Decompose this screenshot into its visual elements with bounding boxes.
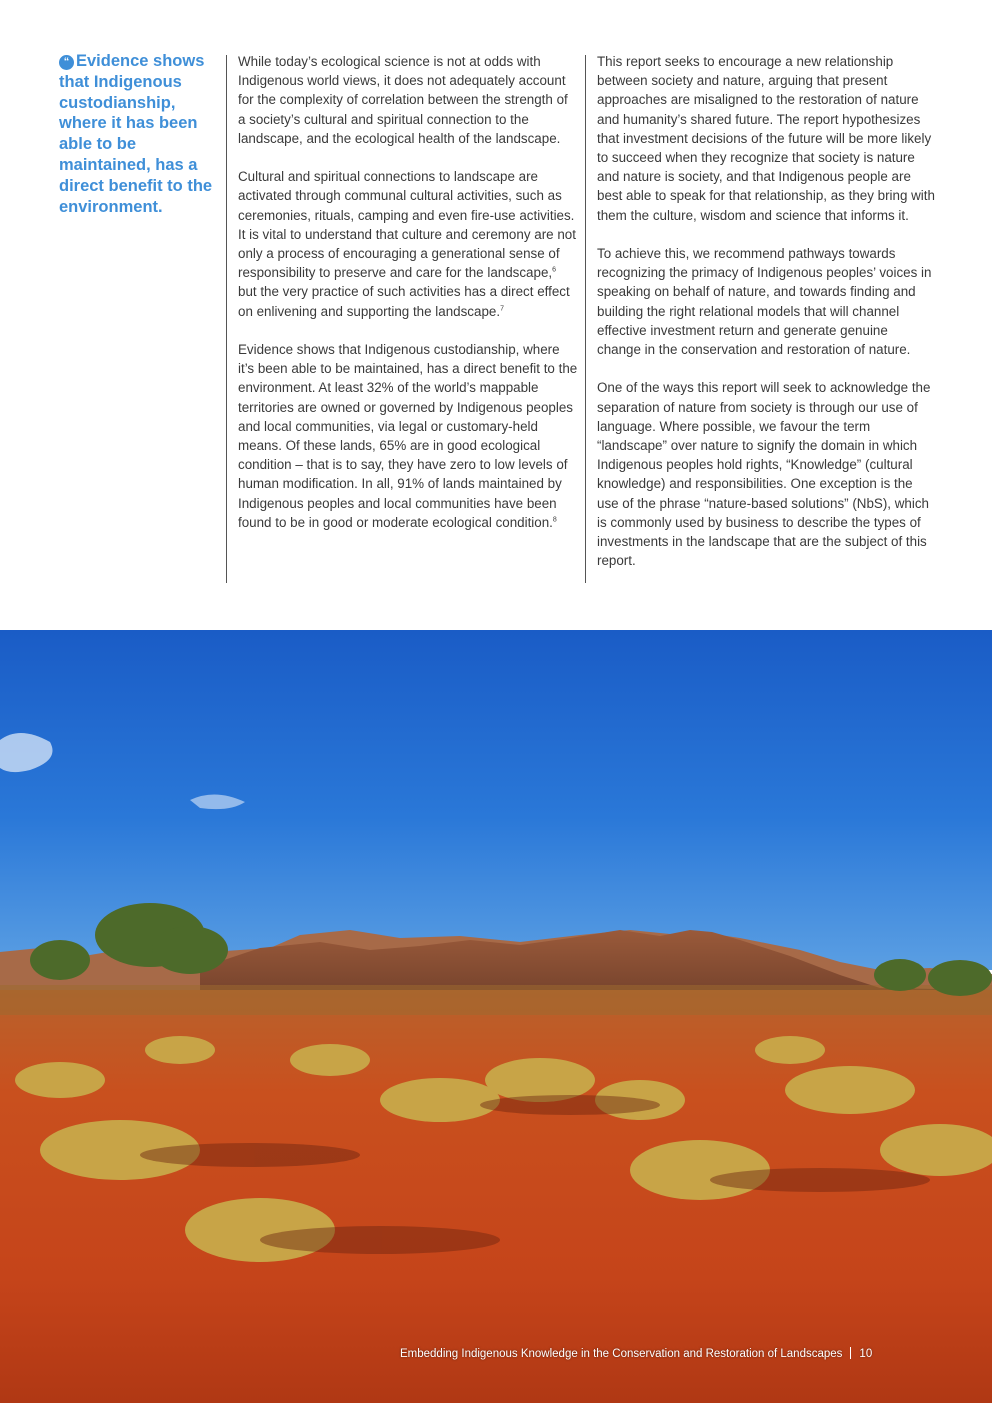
paragraph: While today’s ecological science is not at odds with Indigenous world views, it does not adequately account for the complexity of correlation between the strength of a society’s cultural and spiritual connection to the landscape, and the ecological health of the landscape.: [238, 54, 568, 146]
footnote-ref: 6: [552, 266, 557, 274]
paragraph: To achieve this, we recommend pathways towards recognizing the primacy of Indigenous peoples’ voices in speaking on behalf of nature, and towards finding and building the right relational models that will channel effective investment return and generate genuine change in the conservation and restoration of nature.: [597, 246, 932, 358]
footer-title: Embedding Indigenous Knowledge in the Conservation and Restoration of Landscapes: [400, 1348, 843, 1360]
paragraph: One of the ways this report will seek to acknowledge the separation of nature from society is through our use of language. Where possible, we favour the term “landscape” over nature to signify the domain in which Indigenous peoples hold rights, “Knowledge” (cultural knowledge) and responsibilities. One exception is the use of the phrase “nature-based solutions” (NbS), which is commonly used by business to describe the types of investments in the landscape that are the subject of this report.: [597, 380, 931, 569]
pull-quote: [59, 51, 219, 217]
footnote-ref: 7: [500, 305, 504, 313]
column-divider-right: [585, 55, 586, 583]
paragraph-text: Cultural and spiritual connections to landscape are activated through communal cultural activities, such as ceremonies, rituals, camping and even fire-use activities. It is vital to understand that culture and ceremony are not only a process of encouraging a generational sense of responsibility to preserve and care for the landscape,: [238, 169, 576, 281]
outback-landscape-photo: [0, 630, 992, 1403]
scrub-band: [0, 985, 992, 1015]
quote-mark-icon: “: [59, 55, 74, 70]
paragraph: This report seeks to encourage a new relationship between society and nature, arguing that present approaches are misaligned to the restoration of nature and humanity’s shared future. The report hypothesizes that investment decisions of the future will be more likely to succeed when they recognize that society is nature and nature is society, and that Indigenous people are best able to speak for that relationship, as they bring with them the culture, wisdom and science that informs it.: [597, 54, 935, 223]
paragraph-text: Evidence shows that Indigenous custodianship, where it’s been able to be maintained, has a direct benefit to the environment. At least 32% of the world’s mappable territories are owned or governed by Indigenous peoples and local communities, via legal or customary-held means. Of these lands, 65% are in good ecological condition – that is to say, they have zero to low levels of human modification. In all, 91% of lands maintained by Indigenous peoples and local communities have been found to be in good or moderate ecological condition.: [238, 342, 578, 530]
footnote-ref: 8: [552, 516, 557, 524]
text-section: [0, 0, 992, 630]
page-number: 10: [859, 1348, 873, 1360]
column-middle: [238, 52, 578, 551]
column-divider-left: [226, 55, 227, 583]
page-footer: [400, 1347, 940, 1360]
paragraph-text: but the very practice of such activities has a direct effect on enlivening and supporting the landscape.: [238, 284, 570, 319]
footer-separator: [850, 1347, 851, 1359]
pull-quote-text: Evidence shows that Indigenous custodianship, where it has been able to be maintained, has a direct benefit to the environment.: [59, 52, 213, 216]
paragraph: [238, 167, 578, 321]
column-right: [597, 52, 935, 590]
paragraph: [238, 340, 578, 532]
